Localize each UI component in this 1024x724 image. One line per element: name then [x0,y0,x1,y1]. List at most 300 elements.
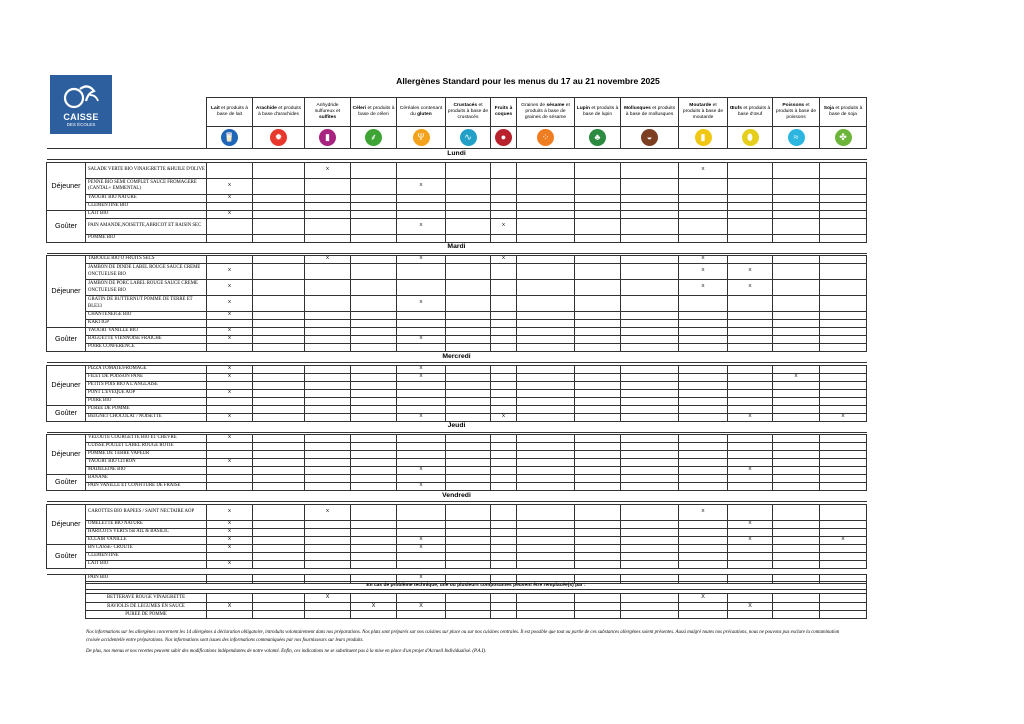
allergen-header [621,98,679,127]
allergen-mark: X [491,256,517,264]
allergen-mark [397,264,446,280]
day-name: Jeudi [47,421,867,432]
dish-name: YAOURT BIO CITRON [86,459,207,467]
allergen-mark [517,397,575,405]
allergen-mark [446,443,491,451]
menu-row [47,405,867,413]
allergen-mark [621,178,679,194]
allergen-mark [253,234,305,242]
dish-name: CUISSE POULET LABEL ROUGE ROTIE [86,443,207,451]
allergen-mark [575,336,621,344]
allergen-header-row [47,98,867,127]
allergen-mark [253,520,305,528]
allergen-mark [575,365,621,373]
allergen-mark [305,178,351,194]
allergen-mark [575,483,621,491]
sulfite-icon: ▮ [319,129,336,146]
allergen-mark [575,328,621,336]
allergen-mark [575,467,621,475]
allergen-mark [351,475,397,483]
allergen-mark [491,520,517,528]
allergen-mark [351,312,397,320]
allergen-mark [253,435,305,443]
allergen-mark [305,365,351,373]
allergen-mark [575,344,621,352]
allergen-mark [621,397,679,405]
allergen-mark [773,467,820,475]
allergen-mark [621,194,679,202]
allergen-mark [446,336,491,344]
allergen-mark: X [305,256,351,264]
allergen-mark [517,312,575,320]
allergen-mark [679,520,728,528]
allergen-mark [446,194,491,202]
menu-row [47,320,867,328]
allergen-mark [621,336,679,344]
allergen-mark [575,280,621,296]
allergen-mark [305,520,351,528]
allergen-mark [679,234,728,242]
allergen-mark [253,602,305,610]
allergen-mark [820,528,867,536]
allergen-mark [491,373,517,381]
allergen-mark: X [207,365,253,373]
allergen-mark [351,528,397,536]
allergen-mark [517,365,575,373]
allergen-mark [207,234,253,242]
allergen-mark [575,536,621,544]
allergen-mark [575,178,621,194]
allergen-mark [446,413,491,421]
allergen-mark [728,459,773,467]
soy-icon: ✤ [835,129,852,146]
allergen-mark: X [397,373,446,381]
allergen-mark [491,389,517,397]
allergen-mark [728,373,773,381]
allergen-mark [728,504,773,520]
allergen-mark [728,344,773,352]
menu-row [47,162,867,178]
allergen-mark [207,202,253,210]
allergen-mark [679,344,728,352]
allergen-mark [305,602,351,610]
day-header [47,352,867,363]
allergen-mark [253,296,305,312]
menu-row [47,552,867,560]
allergen-icon-cell [820,127,867,149]
allergen-mark [621,210,679,218]
allergen-mark [517,328,575,336]
allergen-mark [305,280,351,296]
allergen-mark [517,475,575,483]
allergen-mark: X [207,536,253,544]
allergen-mark [679,397,728,405]
allergen-mark: X [207,373,253,381]
allergen-mark [517,520,575,528]
allergen-mark: X [397,574,446,583]
meal-label: Déjeuner [47,435,86,475]
allergen-mark [253,162,305,178]
allergen-mark [446,397,491,405]
allergen-mark [820,602,867,610]
allergen-icon-cell [679,127,728,149]
allergen-mark [446,405,491,413]
allergen-mark [351,381,397,389]
menu-row [47,312,867,320]
allergen-mark [446,435,491,443]
dish-name: CHANTENEIGE BIO [86,312,207,320]
allergen-mark [446,552,491,560]
celery-icon: ⸙ [365,129,382,146]
allergen-desc: et produits à base de lupin [582,105,619,117]
allergen-mark [621,475,679,483]
allergen-mark: X [207,194,253,202]
allergen-mark [728,162,773,178]
allergen-mark: X [820,413,867,421]
allergen-mark [621,467,679,475]
allergen-mark [446,459,491,467]
allergen-mark [679,389,728,397]
blank-cell [86,98,207,127]
allergen-mark [728,202,773,210]
allergen-mark [446,451,491,459]
allergen-header [253,98,305,127]
allergen-mark [351,328,397,336]
allergen-mark [305,328,351,336]
allergen-mark [446,218,491,234]
allergen-mark [491,296,517,312]
menu-row [47,483,867,491]
allergen-mark [575,594,621,602]
allergen-mark [820,381,867,389]
allergen-mark [820,610,867,618]
blank-cell [47,574,86,583]
allergen-mark [679,435,728,443]
logo-line-1: CAISSE [63,112,99,122]
dish-name: JAMBON DE DINDE LABEL ROUGE SAUCE CREME ONCTUEUSE BIO [86,264,207,280]
allergen-mark [820,451,867,459]
allergen-mark [728,389,773,397]
allergen-mark [397,397,446,405]
allergen-mark [820,344,867,352]
menu-row [47,178,867,194]
allergen-mark [491,312,517,320]
allergen-mark [820,475,867,483]
allergen-name: Anhydride sulfureux et [314,102,341,114]
allergen-mark [575,264,621,280]
allergen-desc: et produits à base d'arachides [258,105,302,117]
allergen-mark [820,256,867,264]
allergen-mark [446,602,491,610]
allergen-mark [397,594,446,602]
allergen-mark [728,296,773,312]
allergen-mark [253,405,305,413]
dish-name: BEIGNET CHOCOLAT / NOISETTE [86,413,207,421]
allergen-mark [820,544,867,552]
dish-name: LAIT BIO [86,560,207,568]
allergen-mark [728,218,773,234]
allergen-mark [207,162,253,178]
allergen-mark [253,320,305,328]
menu-row [47,280,867,296]
allergen-mark [621,381,679,389]
allergen-desc: et produits à base de lait [216,105,248,117]
dish-name: TABOULE BIO O FRUITS SECS [86,256,207,264]
dish-name: YAOURT BIO NATURE [86,194,207,202]
allergen-mark [253,178,305,194]
allergen-mark: X [491,413,517,421]
allergen-header [773,98,820,127]
allergen-mark [773,483,820,491]
allergen-mark [575,397,621,405]
allergen-mark [679,365,728,373]
allergen-mark [305,381,351,389]
allergen-mark [397,560,446,568]
allergen-mark: X [679,594,728,602]
allergen-mark [517,610,575,618]
day-header [47,149,867,160]
allergen-header [351,98,397,127]
allergen-mark [351,280,397,296]
allergen-mark [446,467,491,475]
meal-label: Déjeuner [47,256,86,328]
allergen-mark [621,264,679,280]
allergen-mark [621,373,679,381]
allergen-mark [253,381,305,389]
allergen-mark [517,405,575,413]
replacement-row [86,602,867,610]
allergen-mark [305,528,351,536]
allergen-mark: X [728,467,773,475]
allergen-mark [575,405,621,413]
allergen-mark: X [728,413,773,421]
allergen-mark [253,202,305,210]
allergen-mark [446,178,491,194]
allergen-mark: X [397,536,446,544]
allergen-mark [351,544,397,552]
allergen-icon-cell [351,127,397,149]
allergen-mark [253,443,305,451]
allergen-mark [446,328,491,336]
egg-icon: ⬮ [742,129,759,146]
note-1: Nos informations sur les allergènes concernent les 14 allergènes à déclaration obligatoire, introduits volontairement dans nos préparations. Nos plats sont préparés sur nos cuisines sur place ou sur nos cuisines centrales. Il est possible que tout ou partie de ces substances allergènes soient présentes. Aussi malgré toutes nos précautions, nous ne pouvons pas exclure la contamination croisée accidentelle entre préparations. Nos informations sont issues des informations communiquées par nos fournisseurs sur leurs produits. [86,630,840,643]
menu-row [47,475,867,483]
allergen-mark [491,528,517,536]
dish-name: PENNE BIO SEMI COMPLET SAUCE FROMAGERE (CANTAL+ EMMENTAL) [86,178,207,194]
allergen-mark [773,328,820,336]
allergen-mark [446,483,491,491]
allergen-mark [351,435,397,443]
allergen-mark [351,256,397,264]
allergen-mark [820,459,867,467]
allergen-mark [351,504,397,520]
allergen-mark [305,320,351,328]
allergen-mark [491,178,517,194]
mollusc-icon: ◒ [641,129,658,146]
allergen-icon-cell [305,127,351,149]
allergen-mark [773,218,820,234]
allergen-mark [728,312,773,320]
menu-row [47,397,867,405]
allergen-mark [491,210,517,218]
allergen-mark [446,381,491,389]
allergen-mark [773,312,820,320]
allergen-mark [491,234,517,242]
allergen-mark [517,381,575,389]
allergen-mark [305,344,351,352]
meal-label: Déjeuner [47,504,86,544]
allergen-mark [679,552,728,560]
dish-name: BANANE [86,475,207,483]
allergen-mark [679,475,728,483]
allergen-mark [207,451,253,459]
allergen-mark [728,544,773,552]
allergen-mark [575,520,621,528]
allergen-mark: X [207,602,253,610]
allergen-icon-cell [517,127,575,149]
allergen-mark [351,536,397,544]
allergen-mark [621,365,679,373]
allergen-mark [253,256,305,264]
allergen-mark [517,162,575,178]
allergen-mark [446,610,491,618]
allergen-header [491,98,517,127]
allergen-mark [351,365,397,373]
allergen-mark: X [207,520,253,528]
allergen-mark [517,218,575,234]
dish-name: PAIN VANILLE ET CONFITURE DE FRAISE [86,483,207,491]
allergen-mark [773,256,820,264]
allergen-mark [253,328,305,336]
allergen-mark [728,475,773,483]
allergen-mark [446,344,491,352]
allergen-mark [773,389,820,397]
allergen-mark [679,178,728,194]
dish-name: POMME DE TERRE VAPEUR [86,451,207,459]
allergen-mark [575,610,621,618]
allergen-mark [397,389,446,397]
page-title: Allergènes Standard pour les menus du 17 au 21 novembre 2025 [396,76,660,86]
menu-row [47,256,867,264]
dish-name: MADELEINE BIO [86,467,207,475]
allergen-mark [491,365,517,373]
allergen-header [446,98,491,127]
allergen-mark [491,194,517,202]
allergen-mark [679,560,728,568]
allergen-desc: et produits à base de soja [829,105,863,117]
allergen-mark [491,504,517,520]
allergen-mark [679,467,728,475]
allergen-mark [491,435,517,443]
dish-name: PONT L'EVEQUE AOP [86,389,207,397]
allergen-mark [351,336,397,344]
allergen-mark [491,381,517,389]
logo-line-2: DES ÉCOLES [66,122,96,127]
allergen-mark [351,405,397,413]
allergen-mark [773,234,820,242]
allergen-mark: X [397,178,446,194]
allergen-mark [351,520,397,528]
menu-row [47,381,867,389]
allergen-mark [820,467,867,475]
menu-row [47,536,867,544]
allergen-mark [575,435,621,443]
allergen-mark [351,483,397,491]
allergen-mark [397,234,446,242]
allergen-mark [446,162,491,178]
allergen-mark [446,202,491,210]
allergen-mark [517,594,575,602]
allergen-mark [491,405,517,413]
allergen-mark [679,202,728,210]
allergen-header [728,98,773,127]
allergen-mark [621,328,679,336]
allergen-mark: X [397,467,446,475]
menu-row [47,413,867,421]
allergen-mark [397,475,446,483]
allergen-mark [397,328,446,336]
allergen-mark [305,234,351,242]
allergen-mark [305,194,351,202]
allergen-mark [773,413,820,421]
allergen-mark [253,194,305,202]
allergen-mark [820,405,867,413]
dish-name: HARICOTS VERTS bio AIL & BASILIC [86,528,207,536]
allergen-mark [575,320,621,328]
allergen-mark: X [397,544,446,552]
dish-name: RAVIOLIS DE LEGUMES EN SAUCE [86,602,207,610]
day-header [47,421,867,432]
allergen-mark: X [397,483,446,491]
allergen-mark [351,202,397,210]
allergen-mark [253,536,305,544]
allergen-mark [773,210,820,218]
allergen-mark [351,373,397,381]
menu-row [47,389,867,397]
allergen-mark [575,528,621,536]
allergen-mark: X [207,459,253,467]
allergen-mark [305,536,351,544]
allergen-mark [446,504,491,520]
wheat-icon: Ψ [413,129,430,146]
allergen-mark [820,320,867,328]
allergen-mark [517,413,575,421]
allergen-mark: X [207,280,253,296]
allergen-mark [351,320,397,328]
allergen-mark [773,162,820,178]
allergen-mark [575,312,621,320]
menu-row [47,504,867,520]
allergen-mark [305,560,351,568]
allergen-mark [773,560,820,568]
allergen-name: Arachide [255,105,277,111]
allergen-mark [773,536,820,544]
allergen-name: Poissons [782,102,805,108]
menu-row [47,544,867,552]
allergen-mark [517,178,575,194]
meal-label: Déjeuner [47,162,86,210]
allergen-mark [820,162,867,178]
allergen-name: Crustacés [453,102,478,108]
allergen-mark [351,264,397,280]
allergen-mark [517,264,575,280]
allergen-mark [253,280,305,296]
allergen-mark [207,610,253,618]
allergen-mark [820,397,867,405]
allergen-mark [491,552,517,560]
allergen-mark [728,560,773,568]
allergen-mark [491,264,517,280]
